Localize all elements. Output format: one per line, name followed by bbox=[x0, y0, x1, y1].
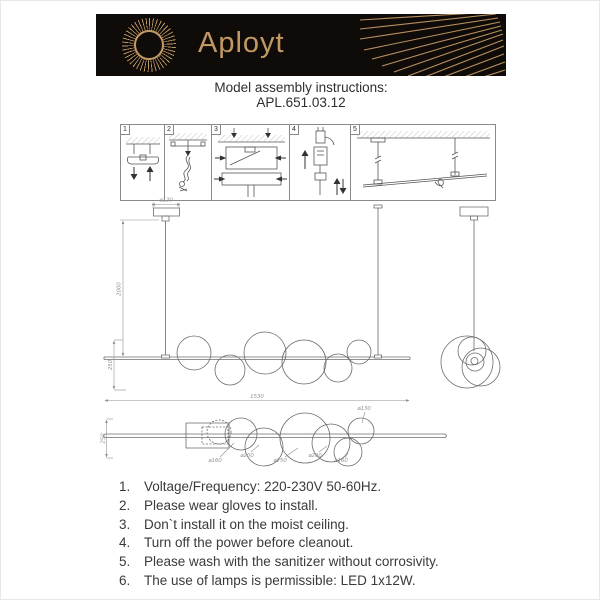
suspension-length-label: 2000 bbox=[116, 282, 123, 296]
instruction-list bbox=[119, 478, 519, 591]
list-item-number: 3. bbox=[119, 516, 131, 532]
list-item bbox=[119, 516, 519, 535]
list-item-text: Please wear gloves to install. bbox=[144, 497, 319, 513]
bar-length-label: 1530 bbox=[250, 394, 264, 400]
list-item-number: 6. bbox=[119, 572, 131, 588]
sphere-diameter-label: ⌀200 bbox=[308, 453, 322, 459]
sphere-diameter-label: ⌀160 bbox=[334, 458, 348, 464]
fixture-height-label: 250 bbox=[108, 359, 114, 371]
front-view-drawing bbox=[104, 205, 410, 385]
list-item-text: Turn off the power before cleanout. bbox=[144, 535, 354, 551]
list-item-number: 4. bbox=[119, 535, 131, 551]
model-number: APL.651.03.12 bbox=[256, 95, 346, 110]
step-number: 3 bbox=[212, 125, 221, 135]
canopy-diameter-label: ⌀120 bbox=[159, 197, 173, 204]
sphere-diameter-label: ⌀200 bbox=[240, 453, 254, 459]
sphere-diameter-label: ⌀160 bbox=[208, 458, 222, 464]
list-item-text: Don`t install it on the moist ceiling. bbox=[144, 516, 349, 532]
step-number: 1 bbox=[121, 125, 130, 135]
list-item bbox=[119, 534, 519, 553]
list-item-number: 5. bbox=[119, 554, 131, 570]
list-item-number: 2. bbox=[119, 497, 131, 513]
list-item bbox=[119, 478, 519, 497]
front-spheres bbox=[177, 332, 371, 385]
list-item bbox=[119, 572, 519, 591]
dimension-lines bbox=[105, 203, 409, 459]
list-item-number: 1. bbox=[119, 479, 131, 494]
list-item-text: The use of lamps is permissible: LED 1x12W. bbox=[144, 572, 416, 588]
fixture-width-label: 250 bbox=[100, 433, 107, 444]
end-spheres bbox=[441, 336, 500, 388]
list-item bbox=[119, 497, 519, 516]
canopy-end bbox=[460, 207, 488, 216]
step-number: 5 bbox=[351, 125, 360, 135]
end-view-drawing bbox=[441, 207, 500, 388]
brand-name: Aployt bbox=[198, 27, 285, 59]
list-item bbox=[119, 553, 519, 572]
canopy bbox=[154, 208, 180, 216]
list-item-text: Voltage/Frequency: 220-230V 50-60Hz. bbox=[144, 479, 382, 494]
list-item-text: Please wash with the sanitizer without corrosivity. bbox=[144, 554, 439, 570]
page-title: Model assembly instructions: bbox=[214, 80, 388, 95]
step-number: 2 bbox=[165, 125, 174, 135]
step-number: 4 bbox=[290, 125, 299, 135]
sphere-diameter-label: ⌀250 bbox=[273, 458, 287, 464]
sphere-diameter-label: ⌀130 bbox=[357, 406, 371, 412]
